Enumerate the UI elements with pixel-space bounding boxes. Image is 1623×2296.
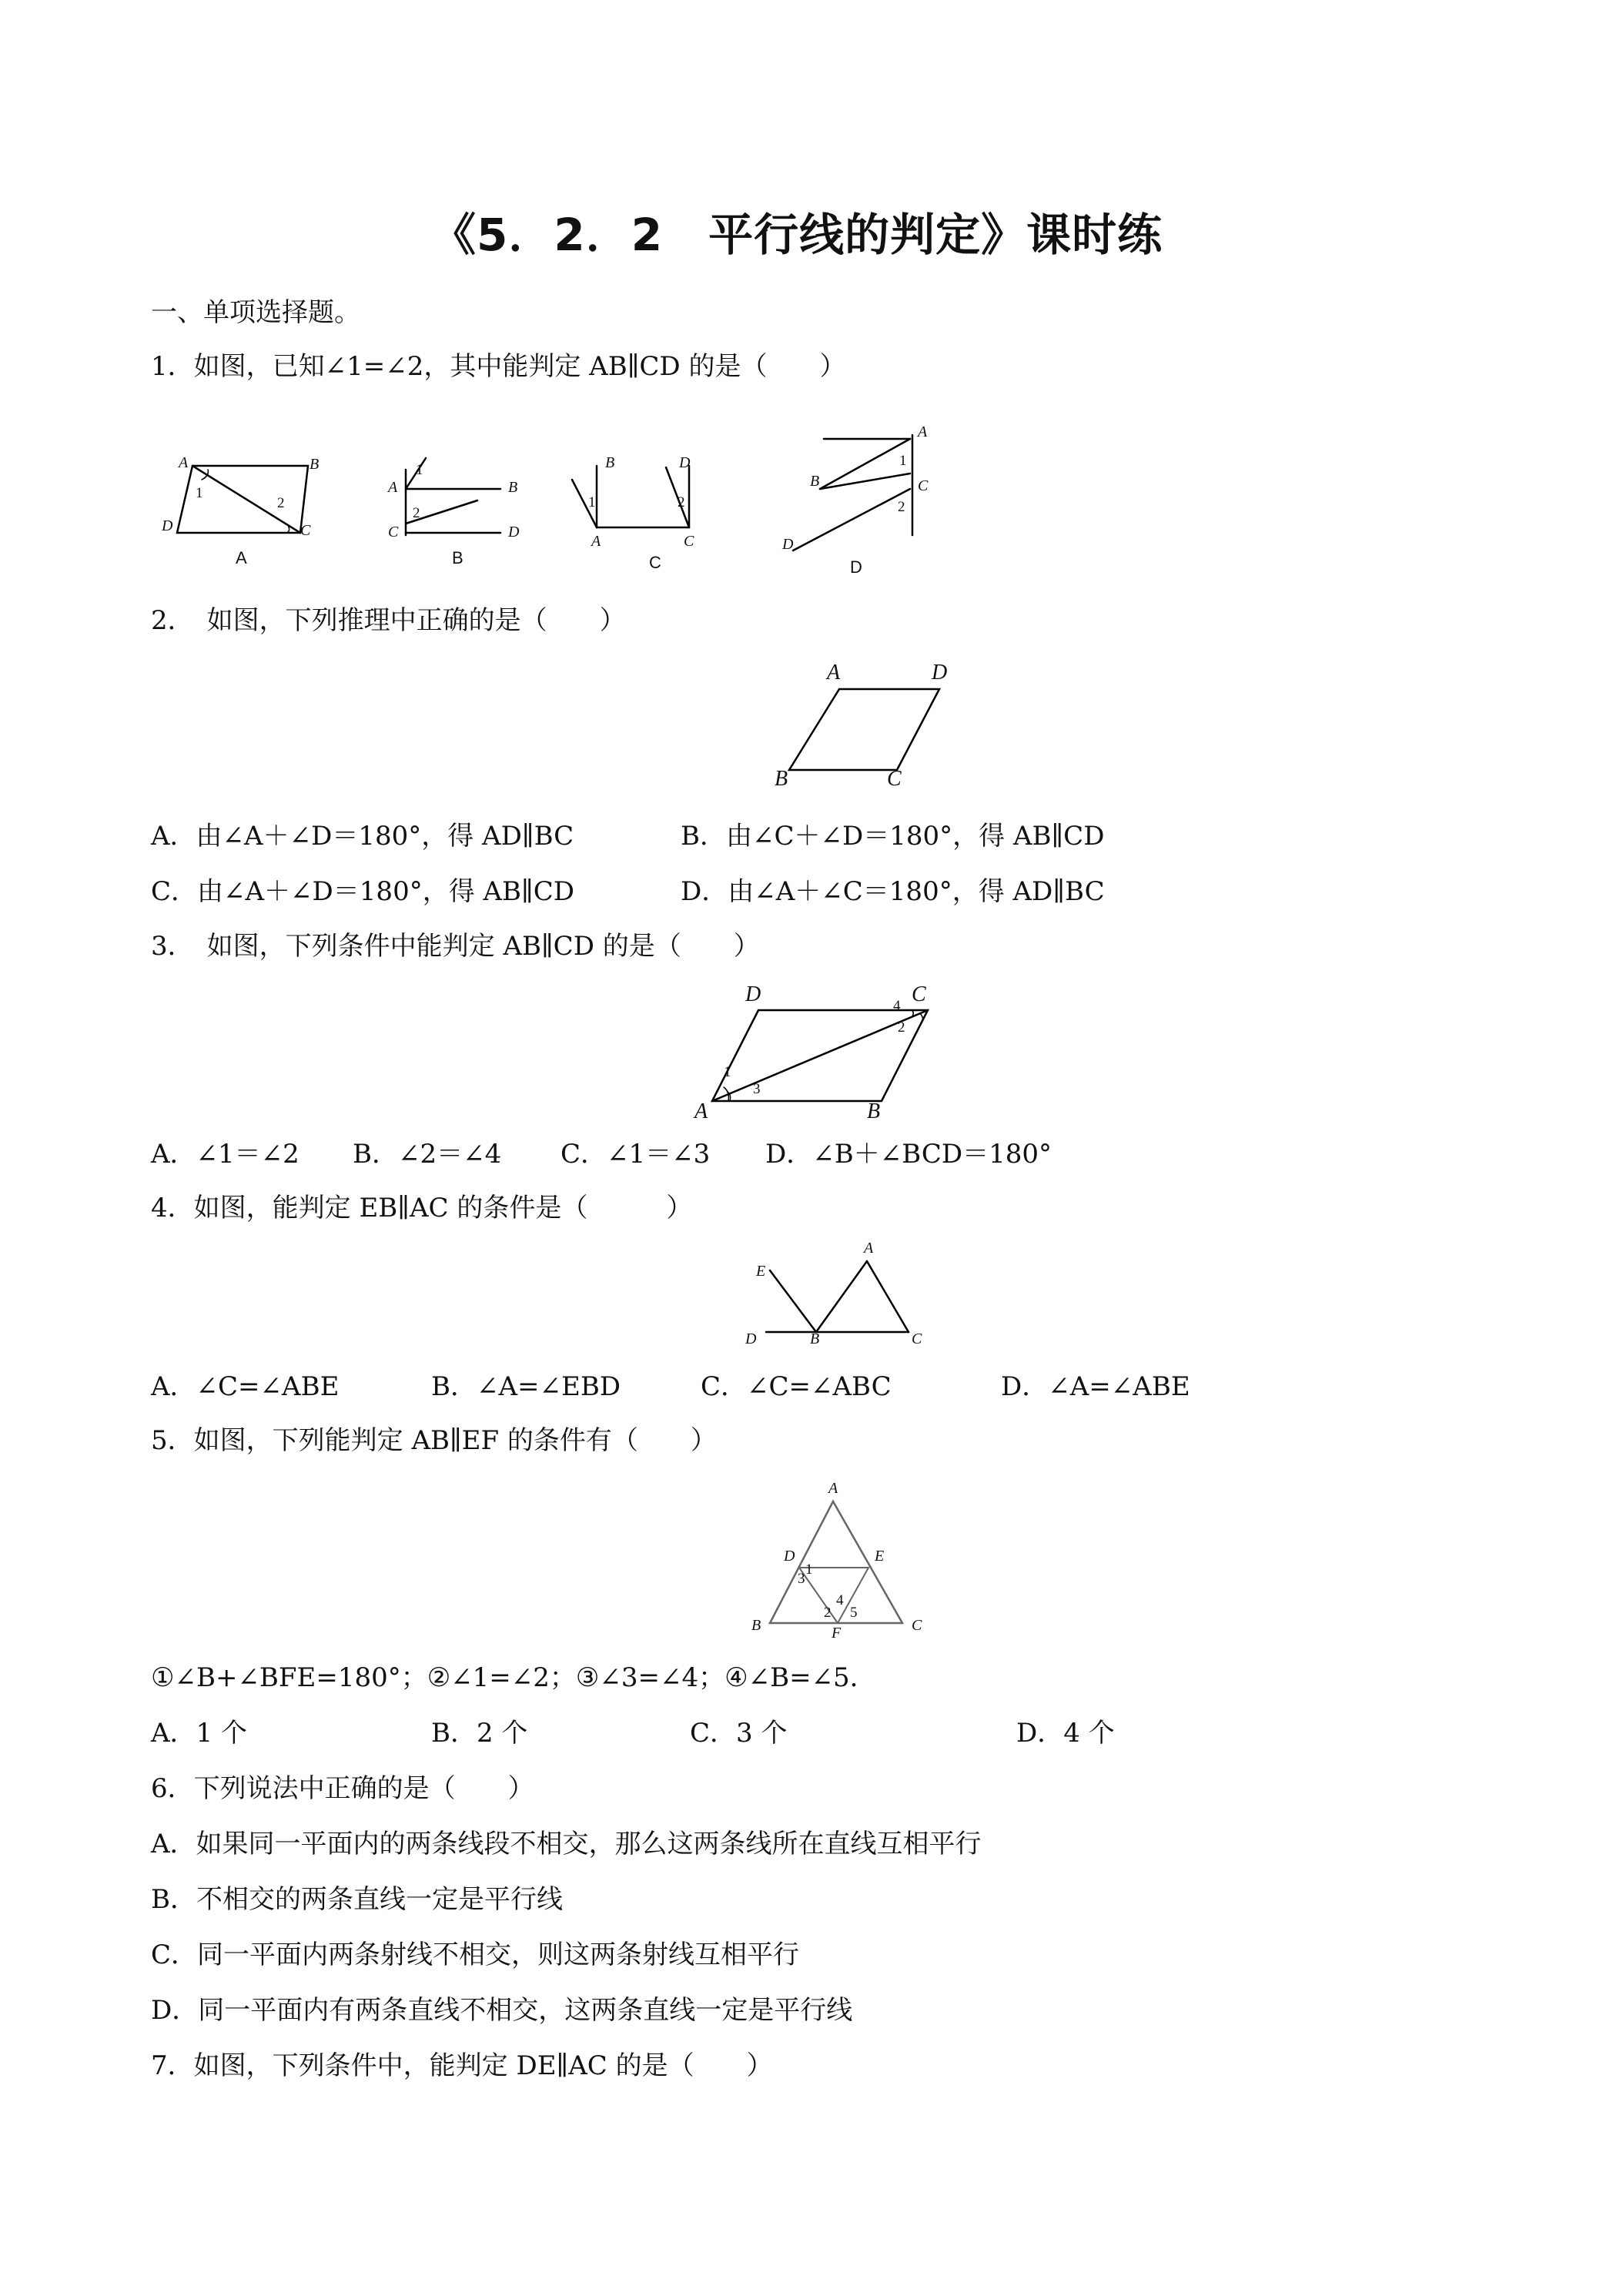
q5-option-b: B．2 个 [431, 1718, 528, 1749]
q1b-label-c: C [388, 524, 399, 541]
q3-label-a: A [694, 1099, 708, 1123]
q5-label-c: C [912, 1617, 922, 1634]
q5-angle-5: 5 [850, 1605, 858, 1621]
q3-option-a: A．∠1＝∠2 [151, 1139, 300, 1170]
q2-label-a: A [827, 661, 841, 684]
q1-figure-d [778, 427, 955, 558]
q1b-label-a: A [388, 479, 398, 496]
q5-label-a: A [828, 1480, 838, 1497]
question-6-stem: 6．下列说法中正确的是（ ） [151, 1773, 534, 1804]
q6-option-a: A．如果同一平面内的两条线段不相交，那么这两条线所在直线互相平行 [151, 1829, 982, 1859]
q1d-label-d: D [782, 536, 794, 553]
q1d-caption: D [850, 557, 862, 577]
q6-option-d: D．同一平面内有两条直线不相交，这两条直线一定是平行线 [151, 1995, 853, 2026]
q2-option-a: A．由∠A＋∠D＝180°，得 AD∥BC [151, 821, 574, 852]
q2-figure [770, 678, 970, 785]
q2-label-b: B [775, 767, 788, 791]
q5-conditions: ①∠B+∠BFE=180°；②∠1=∠2；③∠3=∠4；④∠B=∠5． [151, 1662, 876, 1693]
q6-option-b: B．不相交的两条直线一定是平行线 [151, 1884, 563, 1915]
q1c-angle-1: 1 [588, 494, 596, 510]
q5-angle-4: 4 [836, 1592, 844, 1608]
q3-angle-2: 2 [898, 1019, 905, 1036]
q1b-label-d: D [508, 524, 520, 541]
q3-label-b: B [867, 1099, 881, 1123]
question-5-stem: 5．如图，下列能判定 AB∥EF 的条件有（ ） [151, 1425, 717, 1456]
q1a-label-c: C [300, 522, 311, 539]
question-3-stem: 3． 如图，下列条件中能判定 AB∥CD 的是（ ） [151, 931, 760, 962]
q5-option-d: D．4 个 [1016, 1718, 1115, 1749]
q1d-label-b: B [810, 473, 820, 490]
q5-label-f: F [832, 1625, 842, 1642]
q5-label-e: E [875, 1548, 885, 1565]
q1b-angle-2: 2 [413, 505, 420, 521]
q1c-label-b: B [605, 454, 615, 471]
q3-label-d: D [745, 982, 761, 1006]
q3-option-d: D．∠B＋∠BCD＝180° [765, 1139, 1052, 1170]
q1c-angle-2: 2 [678, 494, 685, 510]
question-1-stem: 1．如图，已知∠1=∠2，其中能判定 AB∥CD 的是（ ） [151, 351, 846, 382]
q1a-label-b: B [310, 456, 320, 473]
q1a-label-a: A [179, 454, 189, 471]
q3-option-c: C．∠1＝∠3 [561, 1139, 711, 1170]
q5-angle-2: 2 [824, 1605, 832, 1621]
q1d-label-c: C [918, 477, 929, 494]
q2-option-b: B．由∠C＋∠D＝180°，得 AB∥CD [681, 821, 1105, 852]
q1c-label-a: A [591, 533, 601, 550]
q1a-angle-1: 1 [196, 485, 203, 501]
q5-option-a: A．1 个 [151, 1718, 247, 1749]
question-2-stem: 2． 如图，下列推理中正确的是（ ） [151, 605, 626, 636]
q4-label-b: B [810, 1330, 820, 1347]
q4-option-c: C．∠C=∠ABC [701, 1371, 892, 1402]
q4-option-a: A．∠C=∠ABE [151, 1371, 340, 1402]
q1c-label-d: D [679, 454, 691, 471]
q1d-label-a: A [918, 423, 928, 440]
q5-angle-1: 1 [805, 1561, 813, 1578]
q2-label-d: D [932, 661, 948, 684]
q3-angle-4: 4 [893, 998, 901, 1014]
q2-option-d: D．由∠A＋∠C＝180°，得 AD∥BC [681, 876, 1105, 907]
section-heading: 一、单项选择题。 [151, 297, 360, 328]
q3-figure [693, 1001, 955, 1124]
q5-option-c: C．3 个 [690, 1718, 788, 1749]
q2-option-c: C．由∠A＋∠D＝180°，得 AB∥CD [151, 876, 575, 907]
q4-label-c: C [912, 1330, 922, 1347]
q1a-label-d: D [162, 517, 173, 534]
q1a-angle-2: 2 [277, 495, 285, 511]
q1c-caption: C [649, 553, 661, 572]
q3-angle-3: 3 [753, 1081, 761, 1097]
q1d-angle-1: 1 [899, 453, 907, 469]
page-title: 《5．2．2 平行线的判定》课时练 [431, 209, 1163, 261]
q1b-caption: B [452, 548, 463, 567]
q4-option-d: D．∠A=∠ABE [1001, 1371, 1190, 1402]
q1b-label-b: B [508, 479, 518, 496]
question-4-stem: 4．如图，能判定 EB∥AC 的条件是（ ） [151, 1193, 693, 1223]
q6-option-c: C．同一平面内两条射线不相交，则这两条射线互相平行 [151, 1940, 800, 1970]
q4-label-a: A [864, 1240, 874, 1257]
q3-label-c: C [912, 982, 926, 1006]
q4-option-b: B．∠A=∠EBD [431, 1371, 621, 1402]
q3-angle-1: 1 [724, 1064, 731, 1080]
question-7-stem: 7．如图，下列条件中，能判定 DE∥AC 的是（ ） [151, 2050, 773, 2081]
q5-angle-3: 3 [798, 1571, 805, 1587]
q1d-angle-2: 2 [898, 499, 905, 515]
q5-label-d: D [784, 1548, 795, 1565]
q4-label-d: D [745, 1330, 757, 1347]
q2-label-c: C [887, 767, 902, 791]
q1c-label-c: C [684, 533, 694, 550]
q1b-angle-1: 1 [416, 462, 423, 478]
q5-label-b: B [751, 1617, 761, 1634]
q4-label-e: E [756, 1263, 766, 1280]
q1a-caption: A [236, 548, 247, 567]
q3-option-b: B．∠2＝∠4 [353, 1139, 502, 1170]
